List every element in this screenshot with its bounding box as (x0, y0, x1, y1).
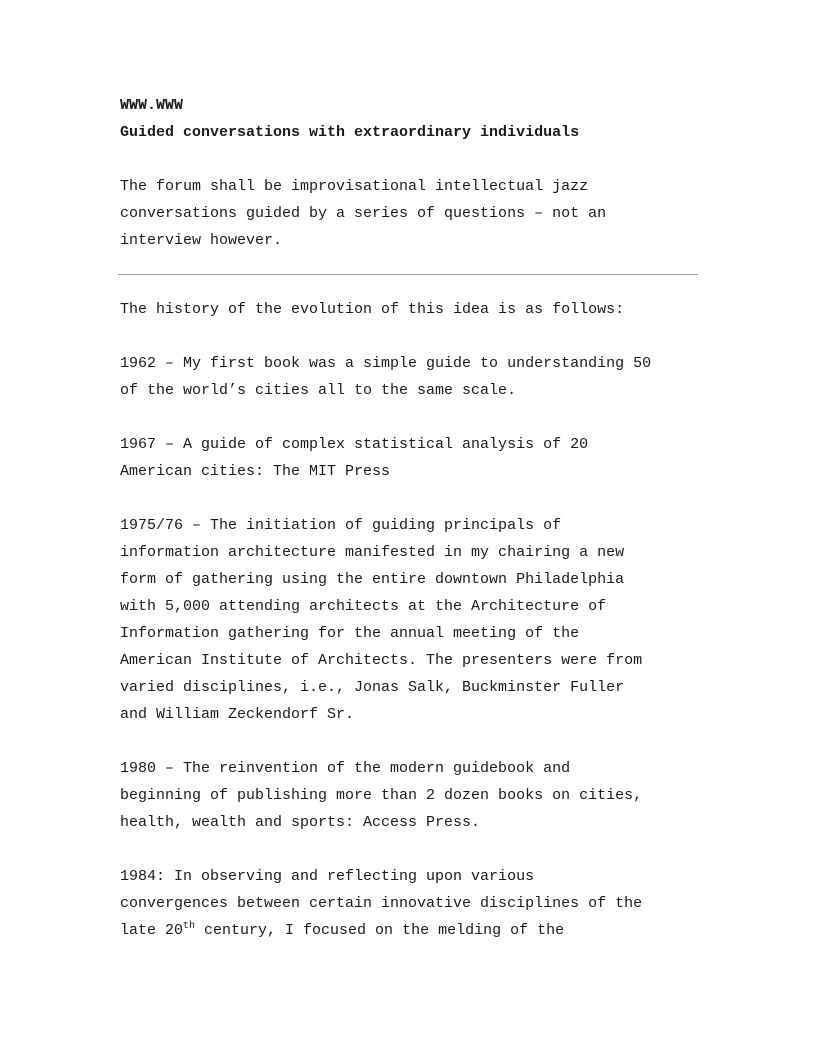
document-title: WWW.WWW (120, 97, 184, 114)
entry-line: varied disciplines, i.e., Jonas Salk, Buckminster Fuller (120, 679, 625, 696)
ordinal-superscript: th (183, 921, 196, 932)
entry-text: century, I focused on the melding of the (195, 922, 565, 939)
document-subtitle: Guided conversations with extraordinary individuals (120, 124, 580, 141)
history-entry-1975 (120, 512, 700, 728)
intro-line: conversations guided by a series of questions – not an (120, 205, 607, 222)
entry-line: with 5,000 attending architects at the Architecture of (120, 598, 607, 615)
entry-line: 1980 – The reinvention of the modern guidebook and (120, 760, 571, 777)
entry-text: late 20 (120, 922, 184, 939)
history-entry-1962 (120, 350, 700, 404)
entry-line: beginning of publishing more than 2 dozen books on cities, (120, 787, 643, 804)
intro-line: interview however. (120, 232, 283, 249)
entry-line: health, wealth and sports: Access Press. (120, 814, 481, 831)
intro-line: The forum shall be improvisational intellectual jazz (120, 178, 589, 195)
horizontal-divider (118, 274, 698, 275)
entry-line: American cities: The MIT Press (120, 463, 391, 480)
entry-line: 1962 – My first book was a simple guide to understanding 50 (120, 355, 652, 372)
entry-line: 1984: In observing and reflecting upon various (120, 868, 535, 885)
entry-line: 1975/76 – The initiation of guiding principals of (120, 517, 562, 534)
entry-line-with-superscript (120, 917, 700, 944)
entry-line: Information gathering for the annual meeting of the (120, 625, 580, 642)
history-entry-1980 (120, 755, 700, 836)
entry-line: information architecture manifested in my chairing a new (120, 544, 625, 561)
intro-paragraph (120, 173, 700, 254)
entry-line: of the world’s cities all to the same scale. (120, 382, 517, 399)
document-page (120, 92, 700, 944)
entry-line: 1967 – A guide of complex statistical analysis of 20 (120, 436, 589, 453)
entry-line: and William Zeckendorf Sr. (120, 706, 355, 723)
history-entry-1967 (120, 431, 700, 485)
history-entry-1984 (120, 863, 700, 944)
entry-line: form of gathering using the entire downtown Philadelphia (120, 571, 625, 588)
history-lead: The history of the evolution of this idea is as follows: (120, 301, 625, 318)
entry-line: American Institute of Architects. The presenters were from (120, 652, 643, 669)
entry-line: convergences between certain innovative disciplines of the (120, 895, 643, 912)
